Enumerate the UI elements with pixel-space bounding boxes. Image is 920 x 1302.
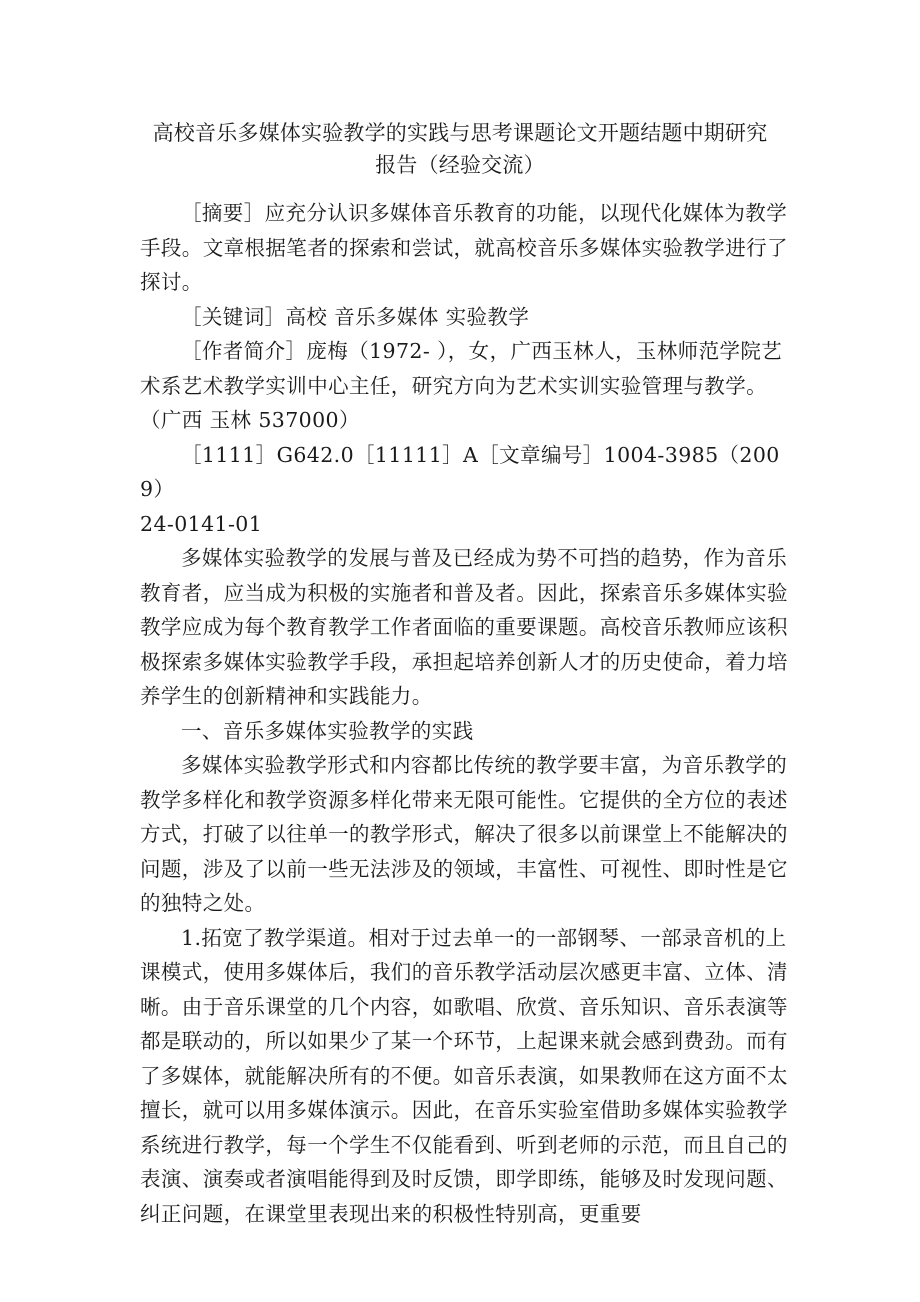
intro-paragraph: 多媒体实验教学的发展与普及已经成为势不可挡的趋势，作为音乐教育者，应当成为积极的实施者和普及者。因此，探索音乐多媒体实验教学应成为每个教育教学工作者面临的重要课题。高校音乐教师应该积极探索多媒体实验教学手段，承担起培养创新人才的历史使命，着力培养学生的创新精神和实践能力。 [140,546,788,708]
keywords-paragraph: ［关键词］高校 音乐多媒体 实验教学 [181,304,530,329]
document-title-continued: 报告（经验交流） [375,153,545,177]
classification-line: ［1111］G642.0［11111］A［文章编号］1004-3985（2009） [140,442,780,501]
abstract-paragraph: ［摘要］应充分认识多媒体音乐教育的功能，以现代化媒体为教学手段。文章根据笔者的探索和尝试，就高校音乐多媒体实验教学进行了探讨。 [140,201,788,294]
classification-line-continued: 24-0141-01 [140,511,263,536]
point-one-paragraph: 1.拓宽了教学渠道。相对于过去单一的一部钢琴、一部录音机的上课模式，使用多媒体后，我们的音乐教学活动层次感更丰富、立体、清晰。由于音乐课堂的几个内容，如歌唱、欣赏、音乐知识、音乐表演等都是联动的，所以如果少了某一个环节，上起课来就会感到费劲。而有了多媒体，就能解决所有的不便。如音乐表演，如果教师在这方面不太擅长，就可以用多媒体演示。因此，在音乐实验室借助多媒体实验教学系统进行教学，每一个学生不仅能看到、听到老师的示范，而且自己的表演、演奏或者演唱能得到及时反馈，即学即练，能够及时发现问题、纠正问题，在课堂里表现出来的积极性特别高，更重要 [140,925,788,1226]
author-intro-paragraph: ［作者简介］庞梅（1972- ），女，广西玉林人，玉林师范学院艺术系艺术教学实训中心主任，研究方向为艺术实训实验管理与教学。（广西 玉林 537000） [140,339,783,432]
section-paragraph: 多媒体实验教学形式和内容都比传统的教学要丰富，为音乐教学的教学多样化和教学资源多样化带来无限可能性。它提供的全方位的表述方式，打破了以往单一的教学形式，解决了很多以前课堂上不能解决的问题，涉及了以前一些无法涉及的领域，丰富性、可视性、即时性是它的独特之处。 [140,753,788,915]
document-body [140,196,790,1231]
section-heading: 一、音乐多媒体实验教学的实践 [181,718,474,743]
document-title: 高校音乐多媒体实验教学的实践与思考课题论文开题结题中期研究 [152,121,768,145]
